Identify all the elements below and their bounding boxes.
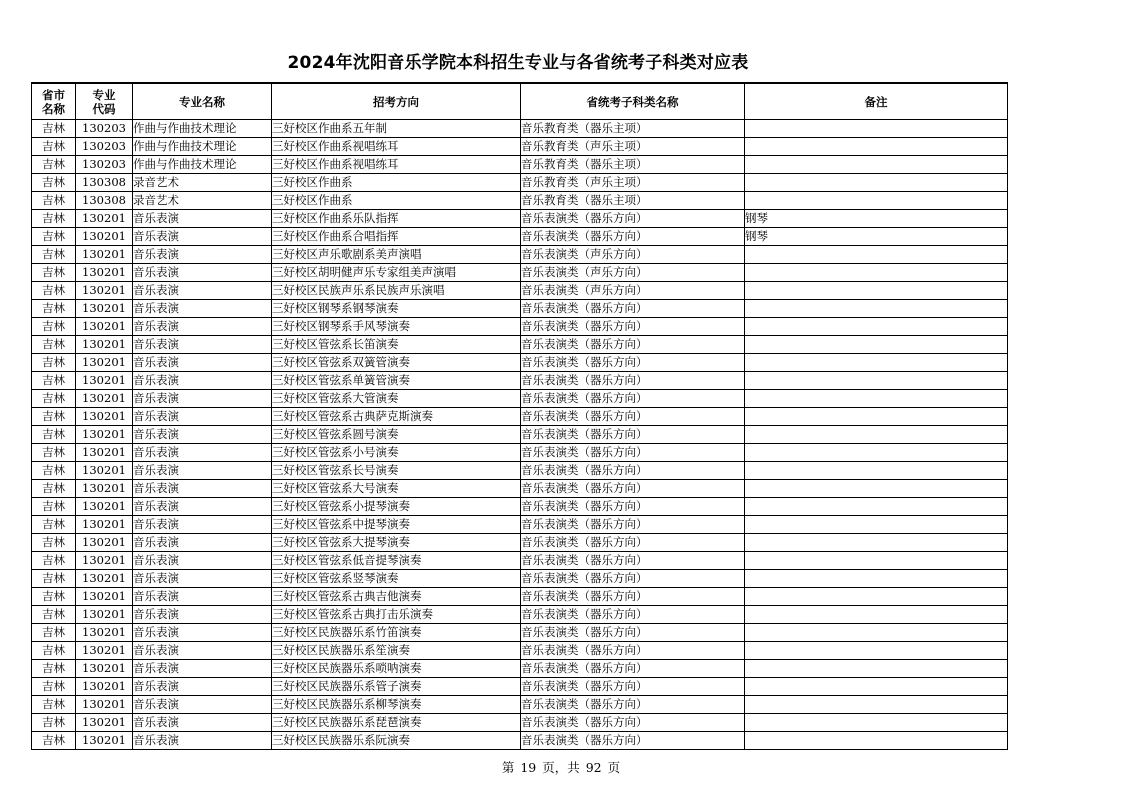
cell-direction: 三好校区管弦系竖琴演奏 (272, 570, 521, 588)
cell-code: 130201 (76, 534, 133, 552)
cell-category: 音乐教育类（声乐主项） (521, 174, 745, 192)
cell-code: 130201 (76, 318, 133, 336)
table-row (32, 426, 1008, 444)
table-row (32, 354, 1008, 372)
cell-province: 吉林 (32, 732, 76, 750)
cell-code: 130308 (76, 174, 133, 192)
cell-code: 130201 (76, 264, 133, 282)
cell-major: 音乐表演 (133, 444, 272, 462)
cell-province: 吉林 (32, 696, 76, 714)
cell-category: 音乐表演类（器乐方向） (521, 354, 745, 372)
cell-major: 音乐表演 (133, 246, 272, 264)
cell-code: 130201 (76, 624, 133, 642)
cell-category: 音乐表演类（器乐方向） (521, 480, 745, 498)
header-note: 备注 (745, 83, 1008, 120)
cell-direction: 三好校区管弦系大管演奏 (272, 390, 521, 408)
cell-code: 130201 (76, 732, 133, 750)
table-row (32, 642, 1008, 660)
cell-direction: 三好校区民族器乐系阮演奏 (272, 732, 521, 750)
cell-major: 音乐表演 (133, 264, 272, 282)
table-row (32, 552, 1008, 570)
cell-province: 吉林 (32, 588, 76, 606)
cell-province: 吉林 (32, 534, 76, 552)
cell-note (745, 480, 1008, 498)
page-title: 2024年沈阳音乐学院本科招生专业与各省统考子科类对应表 (287, 53, 749, 73)
table-row (32, 318, 1008, 336)
cell-major: 音乐表演 (133, 588, 272, 606)
cell-note (745, 588, 1008, 606)
cell-code: 130203 (76, 138, 133, 156)
table-row (32, 534, 1008, 552)
cell-direction: 三好校区管弦系大提琴演奏 (272, 534, 521, 552)
header-code (76, 83, 133, 120)
cell-province: 吉林 (32, 318, 76, 336)
cell-note (745, 390, 1008, 408)
cell-direction: 三好校区作曲系乐队指挥 (272, 210, 521, 228)
cell-note (745, 534, 1008, 552)
page-total: 92 (585, 760, 602, 775)
cell-major: 音乐表演 (133, 462, 272, 480)
cell-category: 音乐表演类（器乐方向） (521, 732, 745, 750)
cell-code: 130201 (76, 246, 133, 264)
cell-direction: 三好校区民族器乐系管子演奏 (272, 678, 521, 696)
cell-code: 130203 (76, 120, 133, 138)
cell-note (745, 264, 1008, 282)
cell-major: 音乐表演 (133, 642, 272, 660)
cell-note (745, 624, 1008, 642)
cell-province: 吉林 (32, 192, 76, 210)
cell-category: 音乐表演类（器乐方向） (521, 336, 745, 354)
cell-category: 音乐表演类（器乐方向） (521, 714, 745, 732)
cell-category: 音乐表演类（器乐方向） (521, 660, 745, 678)
table-row (32, 120, 1008, 138)
cell-direction: 三好校区钢琴系手风琴演奏 (272, 318, 521, 336)
table-row (32, 498, 1008, 516)
cell-direction: 三好校区管弦系圆号演奏 (272, 426, 521, 444)
cell-province: 吉林 (32, 606, 76, 624)
cell-code: 130201 (76, 588, 133, 606)
cell-direction: 三好校区管弦系低音提琴演奏 (272, 552, 521, 570)
cell-direction: 三好校区管弦系单簧管演奏 (272, 372, 521, 390)
cell-direction: 三好校区管弦系小提琴演奏 (272, 498, 521, 516)
cell-major: 音乐表演 (133, 228, 272, 246)
cell-province: 吉林 (32, 462, 76, 480)
cell-code: 130201 (76, 408, 133, 426)
header-province-line2: 名称 (42, 101, 65, 116)
cell-note (745, 426, 1008, 444)
cell-code: 130201 (76, 462, 133, 480)
cell-note: 钢琴 (745, 228, 1008, 246)
cell-direction: 三好校区民族器乐系竹笛演奏 (272, 624, 521, 642)
cell-major: 音乐表演 (133, 714, 272, 732)
table-body (32, 120, 1008, 750)
cell-major: 音乐表演 (133, 300, 272, 318)
cell-direction: 三好校区管弦系古典萨克斯演奏 (272, 408, 521, 426)
cell-note (745, 282, 1008, 300)
cell-province: 吉林 (32, 282, 76, 300)
cell-direction: 三好校区管弦系双簧管演奏 (272, 354, 521, 372)
cell-note (745, 498, 1008, 516)
cell-major: 音乐表演 (133, 372, 272, 390)
table-row (32, 336, 1008, 354)
cell-note (745, 192, 1008, 210)
cell-code: 130201 (76, 282, 133, 300)
table-row (32, 444, 1008, 462)
cell-note (745, 246, 1008, 264)
cell-direction: 三好校区管弦系古典吉他演奏 (272, 588, 521, 606)
cell-province: 吉林 (32, 408, 76, 426)
table-row (32, 282, 1008, 300)
cell-code: 130201 (76, 228, 133, 246)
cell-direction: 三好校区作曲系视唱练耳 (272, 156, 521, 174)
cell-province: 吉林 (32, 300, 76, 318)
cell-category: 音乐表演类（器乐方向） (521, 498, 745, 516)
cell-code: 130203 (76, 156, 133, 174)
cell-direction: 三好校区民族器乐系琵琶演奏 (272, 714, 521, 732)
header-direction: 招考方向 (272, 83, 521, 120)
cell-note (745, 678, 1008, 696)
cell-code: 130201 (76, 570, 133, 588)
cell-direction: 三好校区民族器乐系笙演奏 (272, 642, 521, 660)
cell-note (745, 318, 1008, 336)
cell-province: 吉林 (32, 516, 76, 534)
cell-category: 音乐表演类（器乐方向） (521, 696, 745, 714)
header-category: 省统考子科类名称 (521, 83, 745, 120)
cell-major: 音乐表演 (133, 354, 272, 372)
cell-category: 音乐表演类（器乐方向） (521, 300, 745, 318)
cell-direction: 三好校区管弦系小号演奏 (272, 444, 521, 462)
cell-province: 吉林 (32, 570, 76, 588)
table-row (32, 624, 1008, 642)
cell-category: 音乐表演类（器乐方向） (521, 372, 745, 390)
cell-category: 音乐表演类（声乐方向） (521, 264, 745, 282)
cell-direction: 三好校区民族器乐系唢呐演奏 (272, 660, 521, 678)
cell-category: 音乐表演类（器乐方向） (521, 318, 745, 336)
cell-major: 音乐表演 (133, 534, 272, 552)
page-current: 19 (520, 760, 537, 775)
cell-category: 音乐教育类（器乐主项） (521, 156, 745, 174)
cell-category: 音乐教育类（器乐主项） (521, 192, 745, 210)
cell-category: 音乐表演类（器乐方向） (521, 678, 745, 696)
cell-province: 吉林 (32, 552, 76, 570)
table-row (32, 138, 1008, 156)
cell-direction: 三好校区作曲系 (272, 192, 521, 210)
cell-major: 音乐表演 (133, 516, 272, 534)
cell-category: 音乐表演类（器乐方向） (521, 570, 745, 588)
table-row (32, 588, 1008, 606)
cell-code: 130201 (76, 444, 133, 462)
cell-note: 钢琴 (745, 210, 1008, 228)
page-suffix: 页，共 (542, 760, 580, 775)
cell-note (745, 372, 1008, 390)
cell-note (745, 606, 1008, 624)
table-row (32, 192, 1008, 210)
cell-category: 音乐表演类（器乐方向） (521, 642, 745, 660)
table-row (32, 732, 1008, 750)
cell-code: 130201 (76, 696, 133, 714)
table-row (32, 408, 1008, 426)
cell-category: 音乐表演类（器乐方向） (521, 408, 745, 426)
table-row (32, 228, 1008, 246)
table-row (32, 606, 1008, 624)
cell-code: 130201 (76, 372, 133, 390)
cell-province: 吉林 (32, 444, 76, 462)
cell-major: 音乐表演 (133, 696, 272, 714)
cell-major: 作曲与作曲技术理论 (133, 120, 272, 138)
cell-major: 音乐表演 (133, 570, 272, 588)
cell-code: 130201 (76, 480, 133, 498)
table-row (32, 174, 1008, 192)
cell-major: 音乐表演 (133, 552, 272, 570)
admissions-table (31, 82, 1008, 750)
cell-note (745, 138, 1008, 156)
cell-code: 130201 (76, 210, 133, 228)
cell-category: 音乐表演类（器乐方向） (521, 390, 745, 408)
cell-major: 音乐表演 (133, 336, 272, 354)
page-footer (0, 758, 1122, 776)
table-row (32, 516, 1008, 534)
cell-direction: 三好校区作曲系视唱练耳 (272, 138, 521, 156)
cell-code: 130201 (76, 642, 133, 660)
cell-note (745, 570, 1008, 588)
cell-category: 音乐表演类（器乐方向） (521, 588, 745, 606)
cell-code: 130201 (76, 390, 133, 408)
cell-code: 130201 (76, 660, 133, 678)
cell-direction: 三好校区民族器乐系柳琴演奏 (272, 696, 521, 714)
cell-major: 音乐表演 (133, 606, 272, 624)
cell-direction: 三好校区胡明健声乐专家组美声演唱 (272, 264, 521, 282)
cell-category: 音乐表演类（器乐方向） (521, 606, 745, 624)
page-prefix: 第 (501, 760, 515, 775)
cell-direction: 三好校区声乐歌剧系美声演唱 (272, 246, 521, 264)
cell-note (745, 660, 1008, 678)
cell-category: 音乐表演类（声乐方向） (521, 246, 745, 264)
cell-major: 音乐表演 (133, 408, 272, 426)
cell-province: 吉林 (32, 354, 76, 372)
header-code-line1: 专业 (92, 87, 116, 102)
cell-direction: 三好校区作曲系 (272, 174, 521, 192)
cell-note (745, 156, 1008, 174)
cell-major: 作曲与作曲技术理论 (133, 138, 272, 156)
cell-province: 吉林 (32, 498, 76, 516)
cell-category: 音乐表演类（声乐方向） (521, 282, 745, 300)
cell-note (745, 696, 1008, 714)
cell-province: 吉林 (32, 174, 76, 192)
cell-direction: 三好校区管弦系中提琴演奏 (272, 516, 521, 534)
cell-note (745, 462, 1008, 480)
cell-province: 吉林 (32, 624, 76, 642)
cell-note (745, 516, 1008, 534)
cell-note (745, 354, 1008, 372)
cell-province: 吉林 (32, 678, 76, 696)
cell-note (745, 642, 1008, 660)
cell-category: 音乐教育类（器乐主项） (521, 120, 745, 138)
cell-note (745, 732, 1008, 750)
cell-category: 音乐表演类（器乐方向） (521, 516, 745, 534)
cell-direction: 三好校区钢琴系钢琴演奏 (272, 300, 521, 318)
table-row (32, 156, 1008, 174)
cell-province: 吉林 (32, 480, 76, 498)
cell-category: 音乐表演类（器乐方向） (521, 624, 745, 642)
cell-major: 录音艺术 (133, 174, 272, 192)
cell-direction: 三好校区管弦系大号演奏 (272, 480, 521, 498)
cell-direction: 三好校区作曲系合唱指挥 (272, 228, 521, 246)
cell-major: 作曲与作曲技术理论 (133, 156, 272, 174)
cell-major: 音乐表演 (133, 210, 272, 228)
cell-province: 吉林 (32, 156, 76, 174)
cell-direction: 三好校区管弦系长号演奏 (272, 462, 521, 480)
cell-province: 吉林 (32, 138, 76, 156)
cell-province: 吉林 (32, 264, 76, 282)
cell-province: 吉林 (32, 120, 76, 138)
cell-major: 音乐表演 (133, 678, 272, 696)
cell-province: 吉林 (32, 336, 76, 354)
table-row (32, 696, 1008, 714)
cell-category: 音乐教育类（声乐主项） (521, 138, 745, 156)
cell-major: 音乐表演 (133, 732, 272, 750)
cell-province: 吉林 (32, 660, 76, 678)
cell-category: 音乐表演类（器乐方向） (521, 210, 745, 228)
cell-code: 130201 (76, 552, 133, 570)
cell-province: 吉林 (32, 390, 76, 408)
cell-major: 音乐表演 (133, 498, 272, 516)
cell-major: 音乐表演 (133, 660, 272, 678)
cell-province: 吉林 (32, 372, 76, 390)
cell-major: 音乐表演 (133, 624, 272, 642)
cell-major: 音乐表演 (133, 282, 272, 300)
cell-note (745, 408, 1008, 426)
cell-code: 130201 (76, 498, 133, 516)
cell-province: 吉林 (32, 210, 76, 228)
cell-province: 吉林 (32, 642, 76, 660)
cell-major: 录音艺术 (133, 192, 272, 210)
cell-province: 吉林 (32, 714, 76, 732)
cell-province: 吉林 (32, 426, 76, 444)
cell-code: 130201 (76, 606, 133, 624)
header-province (32, 83, 76, 120)
cell-direction: 三好校区管弦系古典打击乐演奏 (272, 606, 521, 624)
table-row (32, 678, 1008, 696)
cell-code: 130201 (76, 426, 133, 444)
cell-direction: 三好校区民族声乐系民族声乐演唱 (272, 282, 521, 300)
cell-code: 130201 (76, 714, 133, 732)
cell-note (745, 336, 1008, 354)
cell-category: 音乐表演类（器乐方向） (521, 426, 745, 444)
cell-code: 130201 (76, 516, 133, 534)
cell-code: 130201 (76, 354, 133, 372)
cell-note (745, 174, 1008, 192)
cell-major: 音乐表演 (133, 426, 272, 444)
cell-major: 音乐表演 (133, 390, 272, 408)
table-row (32, 390, 1008, 408)
header-code-line2: 代码 (92, 101, 116, 116)
cell-category: 音乐表演类（器乐方向） (521, 534, 745, 552)
cell-note (745, 552, 1008, 570)
table-row (32, 246, 1008, 264)
cell-category: 音乐表演类（器乐方向） (521, 444, 745, 462)
table-row (32, 714, 1008, 732)
cell-major: 音乐表演 (133, 318, 272, 336)
cell-province: 吉林 (32, 228, 76, 246)
cell-major: 音乐表演 (133, 480, 272, 498)
cell-category: 音乐表演类（器乐方向） (521, 462, 745, 480)
table-row (32, 480, 1008, 498)
cell-code: 130201 (76, 336, 133, 354)
cell-category: 音乐表演类（器乐方向） (521, 228, 745, 246)
cell-note (745, 300, 1008, 318)
header-province-line1: 省市 (42, 87, 65, 102)
cell-province: 吉林 (32, 246, 76, 264)
header-major: 专业名称 (133, 83, 272, 120)
cell-direction: 三好校区管弦系长笛演奏 (272, 336, 521, 354)
cell-code: 130308 (76, 192, 133, 210)
table-row (32, 660, 1008, 678)
cell-note (745, 444, 1008, 462)
table-row (32, 264, 1008, 282)
table-header-row (32, 83, 1008, 120)
table-row (32, 210, 1008, 228)
table-row (32, 462, 1008, 480)
cell-category: 音乐表演类（器乐方向） (521, 552, 745, 570)
table-row (32, 372, 1008, 390)
table-row (32, 570, 1008, 588)
cell-direction: 三好校区作曲系五年制 (272, 120, 521, 138)
cell-code: 130201 (76, 678, 133, 696)
cell-note (745, 120, 1008, 138)
cell-note (745, 714, 1008, 732)
page-end: 页 (607, 760, 621, 775)
table-row (32, 300, 1008, 318)
cell-code: 130201 (76, 300, 133, 318)
